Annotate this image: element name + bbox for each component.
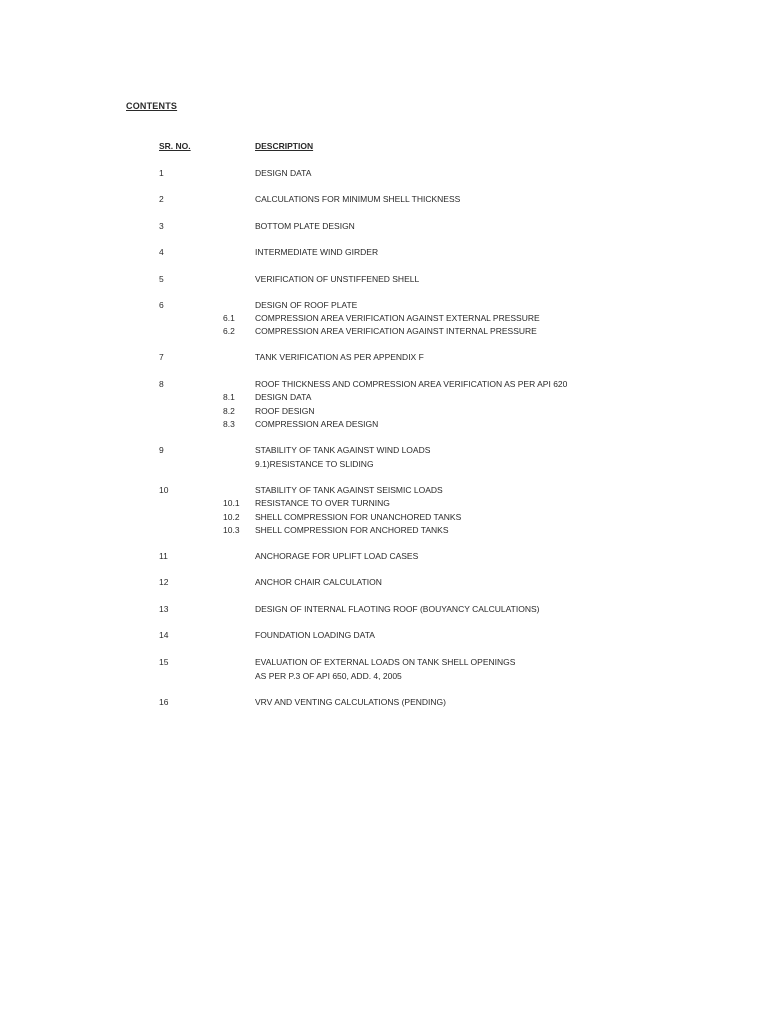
toc-row	[0, 603, 768, 615]
toc-row	[0, 167, 768, 179]
toc-row	[0, 351, 768, 363]
subsection-number: 6.1	[223, 313, 235, 323]
section-description: ANCHORAGE FOR UPLIFT LOAD CASES	[255, 551, 419, 561]
toc-row	[0, 325, 768, 337]
toc-row	[0, 418, 768, 430]
toc-row	[0, 193, 768, 205]
toc-row	[0, 273, 768, 285]
toc-row	[0, 670, 768, 682]
section-description: 9.1)RESISTANCE TO SLIDING	[255, 459, 374, 469]
toc-row	[0, 497, 768, 509]
section-description: SHELL COMPRESSION FOR UNANCHORED TANKS	[255, 512, 462, 522]
section-description: EVALUATION OF EXTERNAL LOADS ON TANK SHELL OPENINGS	[255, 657, 516, 667]
subsection-number: 8.1	[223, 392, 235, 402]
section-description: SHELL COMPRESSION FOR ANCHORED TANKS	[255, 525, 449, 535]
section-description: DESIGN OF INTERNAL FLAOTING ROOF (BOUYANCY CALCULATIONS)	[255, 604, 540, 614]
section-number: 11	[159, 551, 168, 561]
subsection-number: 10.2	[223, 512, 240, 522]
toc-row	[0, 458, 768, 470]
section-number: 4	[159, 247, 164, 257]
section-description: ANCHOR CHAIR CALCULATION	[255, 577, 382, 587]
section-description: VRV AND VENTING CALCULATIONS (PENDING)	[255, 697, 446, 707]
toc-row	[0, 576, 768, 588]
section-number: 9	[159, 445, 164, 455]
toc-row	[0, 550, 768, 562]
section-number: 16	[159, 697, 169, 707]
toc-row	[0, 444, 768, 456]
section-description: DESIGN DATA	[255, 168, 312, 178]
section-number: 8	[159, 379, 164, 389]
section-number: 6	[159, 300, 164, 310]
section-description: DESIGN OF ROOF PLATE	[255, 300, 358, 310]
section-description: BOTTOM PLATE DESIGN	[255, 221, 355, 231]
section-number: 14	[159, 630, 169, 640]
toc-row	[0, 312, 768, 324]
subsection-number: 8.2	[223, 406, 235, 416]
toc-row	[0, 378, 768, 390]
toc-row	[0, 220, 768, 232]
toc-row	[0, 524, 768, 536]
description-header: DESCRIPTION	[255, 141, 314, 151]
section-number: 7	[159, 352, 164, 362]
section-number: 15	[159, 657, 169, 667]
toc-row	[0, 246, 768, 258]
sr-no-header: SR. NO.	[159, 141, 191, 151]
section-description: AS PER P.3 OF API 650, ADD. 4, 2005	[255, 671, 402, 681]
section-description: ROOF THICKNESS AND COMPRESSION AREA VERIFICATION AS PER API 620	[255, 379, 568, 389]
section-number: 1	[159, 168, 164, 178]
section-description: CALCULATIONS FOR MINIMUM SHELL THICKNESS	[255, 194, 461, 204]
section-description: TANK VERIFICATION AS PER APPENDIX F	[255, 352, 424, 362]
section-description: COMPRESSION AREA VERIFICATION AGAINST EXTERNAL PRESSURE	[255, 313, 540, 323]
toc-row	[0, 391, 768, 403]
section-description: DESIGN DATA	[255, 392, 312, 402]
section-description: RESISTANCE TO OVER TURNING	[255, 498, 390, 508]
toc-row	[0, 656, 768, 668]
section-description: COMPRESSION AREA DESIGN	[255, 419, 379, 429]
subsection-number: 10.3	[223, 525, 240, 535]
section-description: VERIFICATION OF UNSTIFFENED SHELL	[255, 274, 420, 284]
section-number: 10	[159, 485, 169, 495]
section-number: 3	[159, 221, 164, 231]
subsection-number: 8.3	[223, 419, 235, 429]
toc-row	[0, 696, 768, 708]
subsection-number: 6.2	[223, 326, 235, 336]
section-description: STABILITY OF TANK AGAINST WIND LOADS	[255, 445, 431, 455]
section-description: INTERMEDIATE WIND GIRDER	[255, 247, 379, 257]
section-number: 2	[159, 194, 164, 204]
section-description: COMPRESSION AREA VERIFICATION AGAINST INTERNAL PRESSURE	[255, 326, 537, 336]
toc-row	[0, 629, 768, 641]
section-number: 13	[159, 604, 169, 614]
section-description: STABILITY OF TANK AGAINST SEISMIC LOADS	[255, 485, 443, 495]
toc-row	[0, 511, 768, 523]
contents-title: CONTENTS	[126, 101, 178, 111]
section-number: 5	[159, 274, 164, 284]
section-description: FOUNDATION LOADING DATA	[255, 630, 375, 640]
section-description: ROOF DESIGN	[255, 406, 315, 416]
toc-row	[0, 299, 768, 311]
section-number: 12	[159, 577, 169, 587]
toc-row	[0, 405, 768, 417]
toc-row	[0, 484, 768, 496]
subsection-number: 10.1	[223, 498, 240, 508]
